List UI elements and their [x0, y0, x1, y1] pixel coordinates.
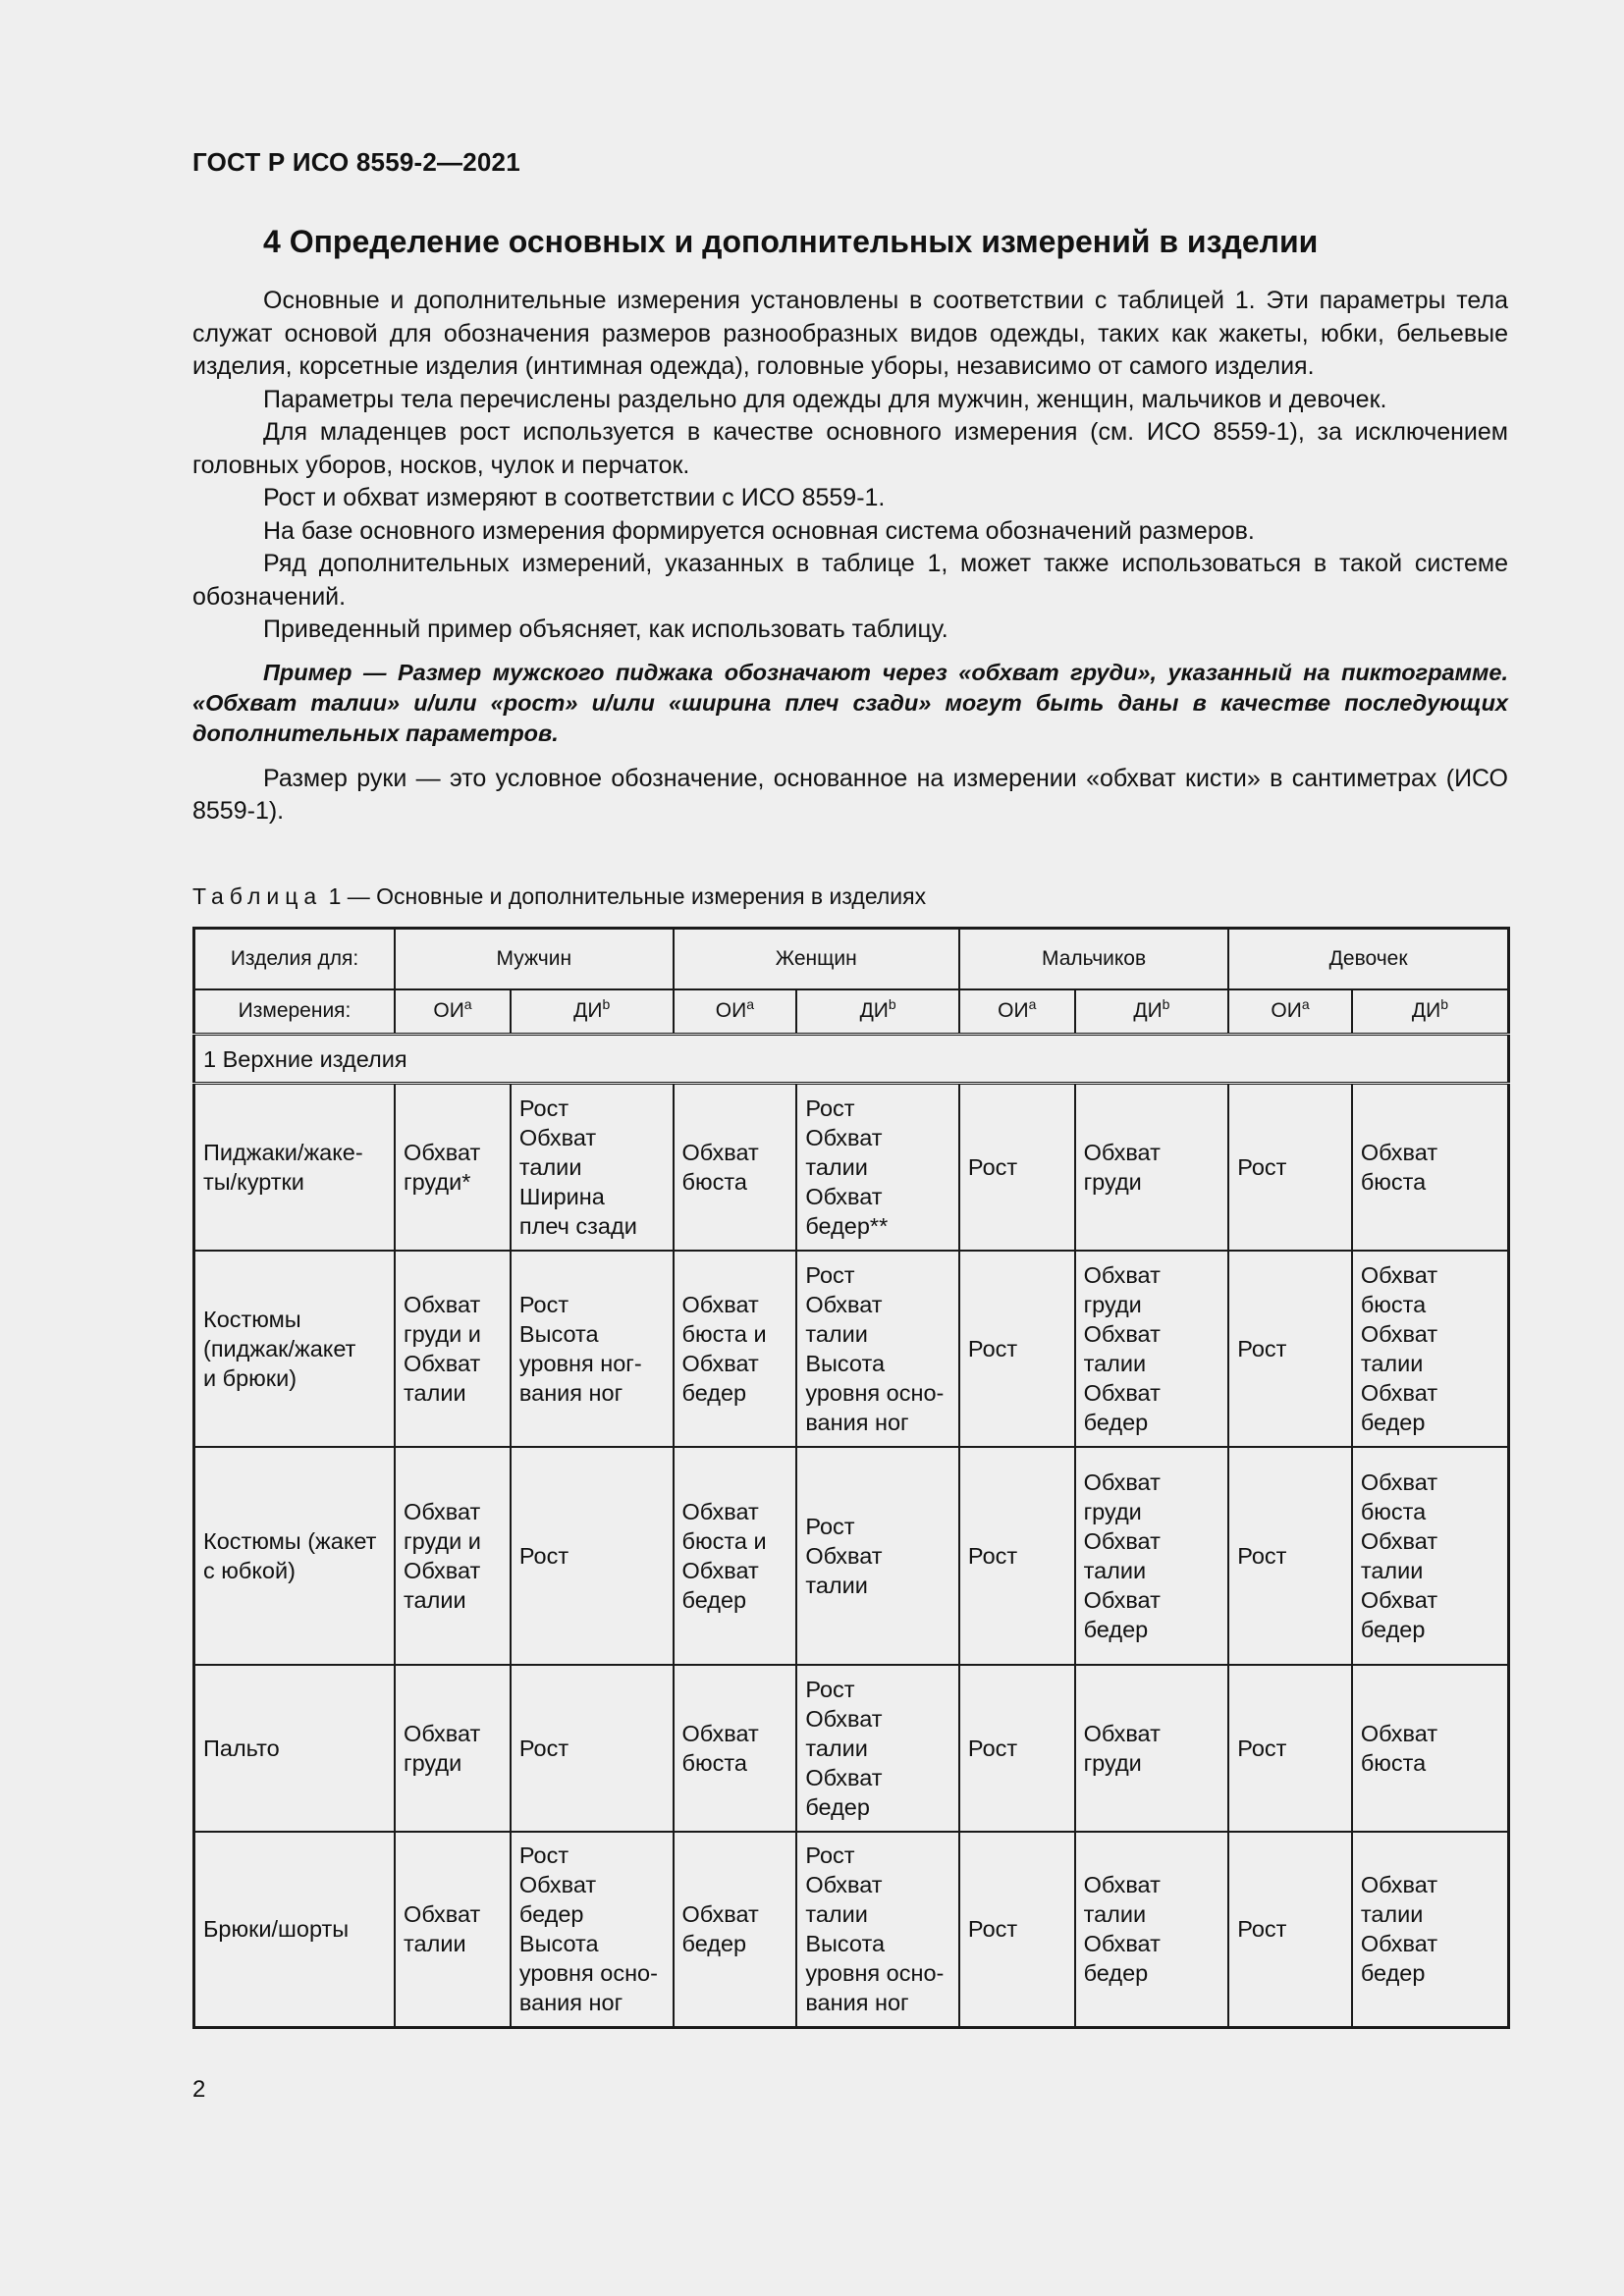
table-cell: Рост Обхват талии Высота уровня осно- вания ног [796, 1832, 959, 2028]
table-cell: Обхват талии Обхват бедер [1075, 1832, 1229, 2028]
table-cell: Обхват груди [395, 1665, 511, 1832]
table-cell: Рост Высота уровня ног- вания ног [511, 1251, 674, 1447]
table-cell: Обхват груди и Обхват талии [395, 1251, 511, 1447]
example-note: Пример — Размер мужского пиджака обозначают через «обхват груди», указанный на пиктограмме. «Обхват талии» и/или «рост» и/или «ширина плеч сзади» могут быть даны в качестве последующих дополнительных параметров. [192, 659, 1508, 746]
table-cell: Обхват бюста и Обхват бедер [674, 1251, 797, 1447]
table-cell: Обхват бюста Обхват талии Обхват бедер [1352, 1447, 1509, 1665]
table-cell: Рост [959, 1665, 1075, 1832]
header-cell: Мужчин [395, 929, 673, 989]
table-cell: Рост [959, 1447, 1075, 1665]
table-cell: Рост [511, 1665, 674, 1832]
table-cell: Обхват талии [395, 1832, 511, 2028]
header-cell: Женщин [674, 929, 959, 989]
table-cell: Обхват бюста [674, 1665, 797, 1832]
header-cell: Изделия для: [194, 929, 396, 989]
table-row [194, 1447, 1509, 1665]
table-cell: Обхват бедер [674, 1832, 797, 2028]
table-cell: Обхват бюста [1352, 1084, 1509, 1251]
table-cell: Обхват бюста Обхват талии Обхват бедер [1352, 1251, 1509, 1447]
table-cell: Рост Обхват талии [796, 1447, 959, 1665]
header-cell: Мальчиков [959, 929, 1228, 989]
page-number: 2 [192, 2076, 206, 2103]
paragraph: На базе основного измерения формируется основная система обозначений размеров. [263, 516, 1255, 545]
paragraph: Приведенный пример объясняет, как использовать таблицу. [263, 615, 948, 643]
table-cell: Обхват груди Обхват талии Обхват бедер [1075, 1447, 1229, 1665]
table-cell: Обхват груди Обхват талии Обхват бедер [1075, 1251, 1229, 1447]
table-cell: Обхват талии Обхват бедер [1352, 1832, 1509, 2028]
header-cell: $ОИ^a$ [674, 989, 797, 1035]
table-cell: Костюмы (жакет с юбкой) [194, 1447, 396, 1665]
document-header: ГОСТ Р ИСО 8559-2—2021 [192, 147, 520, 177]
header-cell: $ДИ^b$ [1075, 989, 1229, 1035]
table-cell: Рост Обхват талии Обхват бедер [796, 1665, 959, 1832]
table-subheader-row [194, 989, 1509, 1035]
table-cell: Рост Обхват талии Ширина плеч сзади [511, 1084, 674, 1251]
header-cell: $ОИ^a$ [395, 989, 511, 1035]
table-cell: Рост [1228, 1447, 1352, 1665]
section-title: 4 Определение основных и дополнительных измерений в изделии [263, 224, 1319, 259]
paragraph: Рост и обхват измеряют в соответствии с ИСО 8559-1. [263, 484, 886, 511]
header-cell: Измерения: [194, 989, 396, 1035]
table-cell: Рост [959, 1251, 1075, 1447]
table-row [194, 1832, 1509, 2028]
paragraph: Основные и дополнительные измерения установлены в соответствии с таблицей 1. Эти параметры тела служат основой для обозначения размеров разнообразных видов одежды, таких как жакеты, юбки, бельевые изделия, корсетные изделия (интимная одежда), головные уборы, независимо от самого изделия. [192, 287, 1508, 380]
table-header-row [194, 929, 1509, 989]
header-cell: $ДИ^b$ [511, 989, 674, 1035]
table-cell: Брюки/шорты [194, 1832, 396, 2028]
table-cell: Обхват бюста [674, 1084, 797, 1251]
header-cell: $ДИ^b$ [796, 989, 959, 1035]
table-cell: Рост [959, 1832, 1075, 2028]
table-cell: Рост [1228, 1832, 1352, 2028]
caption-label: Таблица [192, 883, 323, 909]
table-row [194, 1084, 1509, 1251]
body-text [192, 285, 1508, 828]
header-cell: Девочек [1228, 929, 1508, 989]
table-cell: Рост Обхват талии Обхват бедер** [796, 1084, 959, 1251]
table-cell: Обхват бюста и Обхват бедер [674, 1447, 797, 1665]
table-cell: Рост [959, 1084, 1075, 1251]
table-cell: Пиджаки/жаке- ты/куртки [194, 1084, 396, 1251]
table-cell: Рост Обхват талии Высота уровня осно- вания ног [796, 1251, 959, 1447]
table-row [194, 1251, 1509, 1447]
table-cell: Костюмы (пиджак/жакет и брюки) [194, 1251, 396, 1447]
table-cell: Рост Обхват бедер Высота уровня осно- вания ног [511, 1832, 674, 2028]
table-row [194, 1665, 1509, 1832]
table-section-row [194, 1035, 1509, 1084]
measurements-table [192, 927, 1510, 2029]
header-cell: $ОИ^a$ [959, 989, 1075, 1035]
table-cell: Рост [1228, 1251, 1352, 1447]
paragraph: Параметры тела перечислены раздельно для одежды для мужчин, женщин, мальчиков и девочек. [263, 385, 1387, 413]
table-cell: Обхват груди [1075, 1665, 1229, 1832]
table-cell: Обхват груди и Обхват талии [395, 1447, 511, 1665]
header-cell: $ДИ^b$ [1352, 989, 1509, 1035]
section-cell: 1 Верхние изделия [194, 1035, 1509, 1084]
table-cell: Рост [511, 1447, 674, 1665]
table-cell: Обхват груди [1075, 1084, 1229, 1251]
table-cell: Рост [1228, 1665, 1352, 1832]
table-cell: Обхват бюста [1352, 1665, 1509, 1832]
table-caption [192, 883, 926, 910]
caption-text: 1 — Основные и дополнительные измерения в изделиях [328, 883, 927, 909]
paragraph: Ряд дополнительных измерений, указанных в таблице 1, может также использоваться в такой системе обозначений. [192, 550, 1508, 611]
header-cell: $ОИ^a$ [1228, 989, 1352, 1035]
paragraph: Для младенцев рост используется в качестве основного измерения (см. ИСО 8559-1), за исключением головных уборов, носков, чулок и перчаток. [192, 418, 1508, 479]
table-cell: Рост [1228, 1084, 1352, 1251]
table-cell: Пальто [194, 1665, 396, 1832]
paragraph: Размер руки — это условное обозначение, основанное на измерении «обхват кисти» в сантиметрах (ИСО 8559-1). [192, 764, 1508, 825]
table-body [194, 1084, 1509, 2028]
table-cell: Обхват груди* [395, 1084, 511, 1251]
